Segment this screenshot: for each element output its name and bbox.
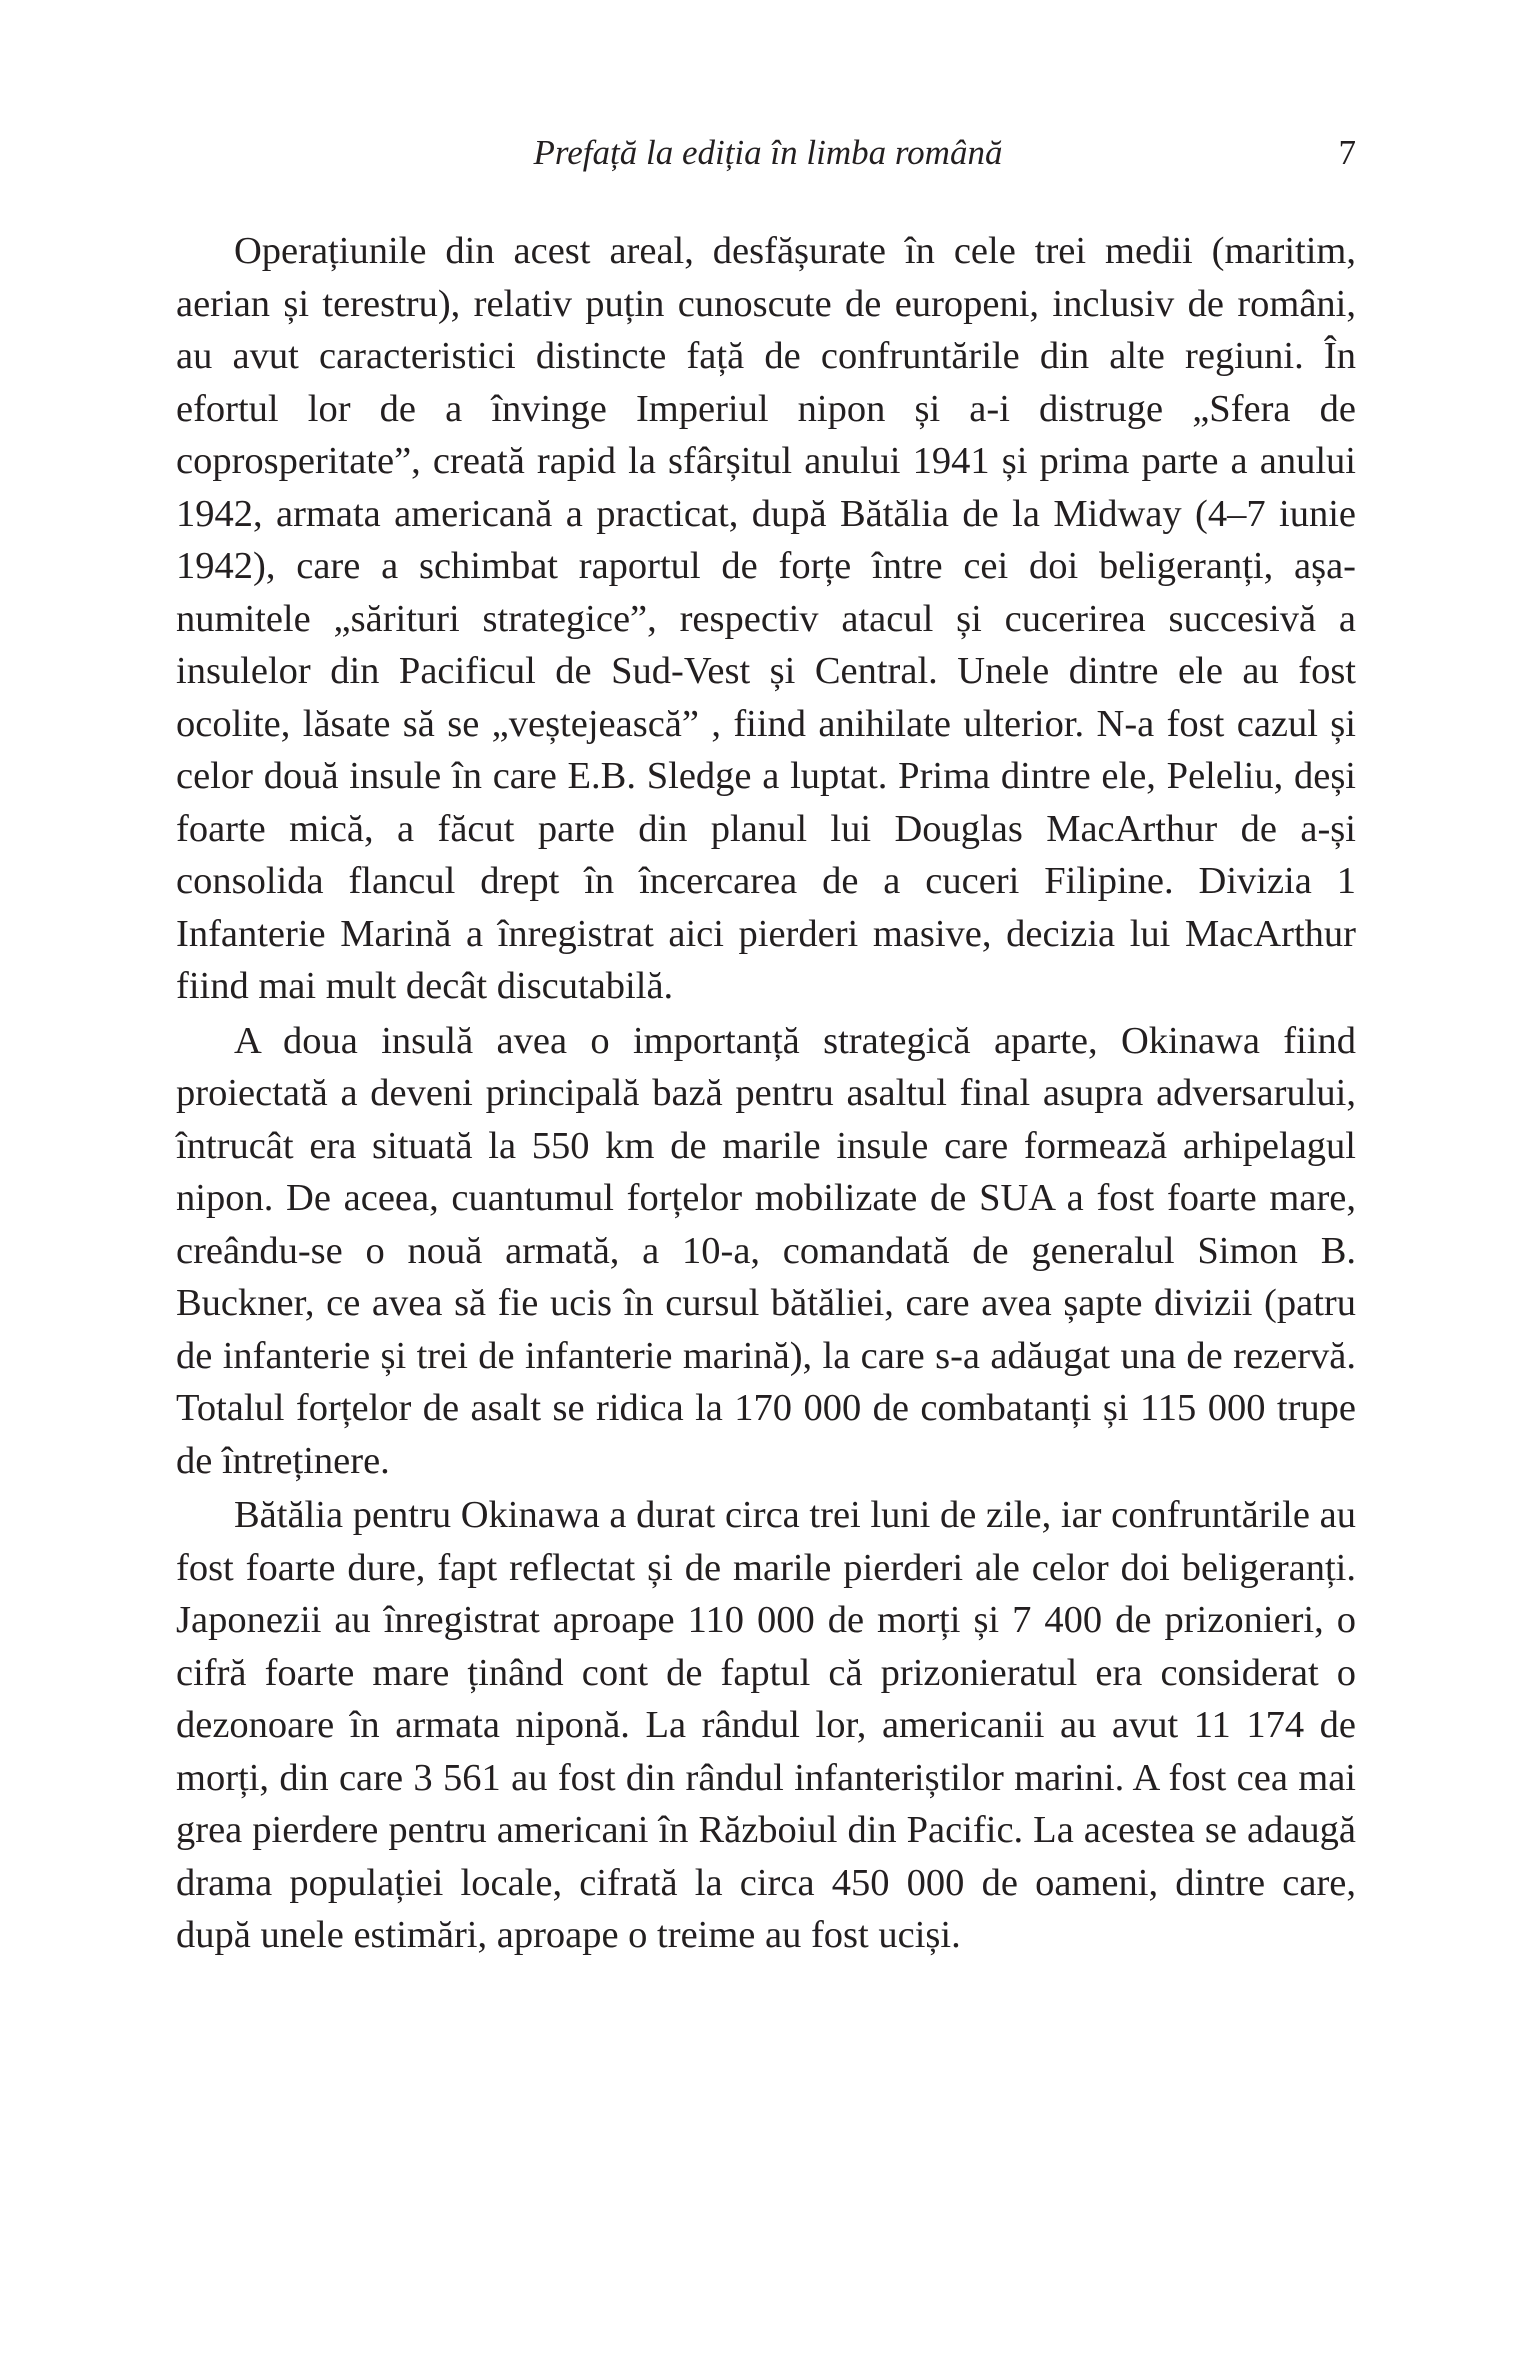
paragraph-2: A doua insulă avea o importanță strategică aparte, Okinawa fiind proiectată a deveni principală bază pentru asaltul final asupra adversarului, întrucât era situată la 550 km de marile insule care formează arhipelagul nipon. De aceea, cuantumul forțelor mobilizate de SUA a fost foarte mare, creându-se o nouă armată, a 10-a, comandată de generalul Simon B. Buckner, ce avea să fie ucis în cursul bătăliei, care avea șapte divizii (patru de infanterie și trei de infanterie marină), la care s-a adăugat una de rezervă. Totalul forțelor de asalt se ridica la 170 000 de combatanți și 115 000 trupe de întreținere. [176, 1019, 1356, 1482]
running-title: Prefață la ediția în limba română [533, 133, 1003, 172]
paragraph-1: Operațiunile din acest areal, desfășurate în cele trei medii (maritim, aerian și terestru), relativ puțin cunoscute de europeni, inclusiv de români, au avut caracteristici distincte față de confruntările din alte regiuni. În efortul lor de a învinge Imperiul nipon și a-i distruge „Sfera de coprosperitate”, creată rapid la sfârșitul anului 1941 și prima parte a anului 1942, armata americană a practicat, după Bătălia de la Midway (4–7 iunie 1942), care a schimbat raportul de forțe între cei doi beligeranți, așa-numitele „sărituri strategice”, respectiv atacul și cucerirea succesivă a insulelor din Pacificul de Sud-Vest și Central. Unele dintre ele au fost ocolite, lăsate să se „veștejească” , fiind anihilate ulterior. N-a fost cazul și celor două insule în care E.B. Sledge a luptat. Prima dintre ele, Peleliu, deși foarte mică, a făcut parte din planul lui Douglas MacArthur de a-și consolida flancul drept în încercarea de a cuceri Filipine. Divizia 1 Infanterie Marină a înregistrat aici pierderi masive, decizia lui MacArthur fiind mai mult decât discutabilă. [176, 230, 1356, 1007]
page-number: 7 [1338, 133, 1356, 172]
running-header [176, 128, 1360, 178]
body-text [176, 225, 1356, 1962]
paragraph-3: Bătălia pentru Okinawa a durat circa trei luni de zile, iar confruntările au fost foarte dure, fapt reflectat și de marile pierderi ale celor doi beligeranți. Japonezii au înregistrat aproape 110 000 de morți și 7 400 de prizonieri, o cifră foarte mare ținând cont de faptul că prizonieratul era considerat o dezonoare în armata niponă. La rândul lor, americanii au avut 11 174 de morți, din care 3 561 au fost din rândul infanteriștilor marini. A fost cea mai grea pierdere pentru americani în Războiul din Pacific. La acestea se adaugă drama populației locale, cifrată la circa 450 000 de oameni, dintre care, după unele estimări, aproape o treime au fost uciși. [176, 1494, 1356, 1956]
